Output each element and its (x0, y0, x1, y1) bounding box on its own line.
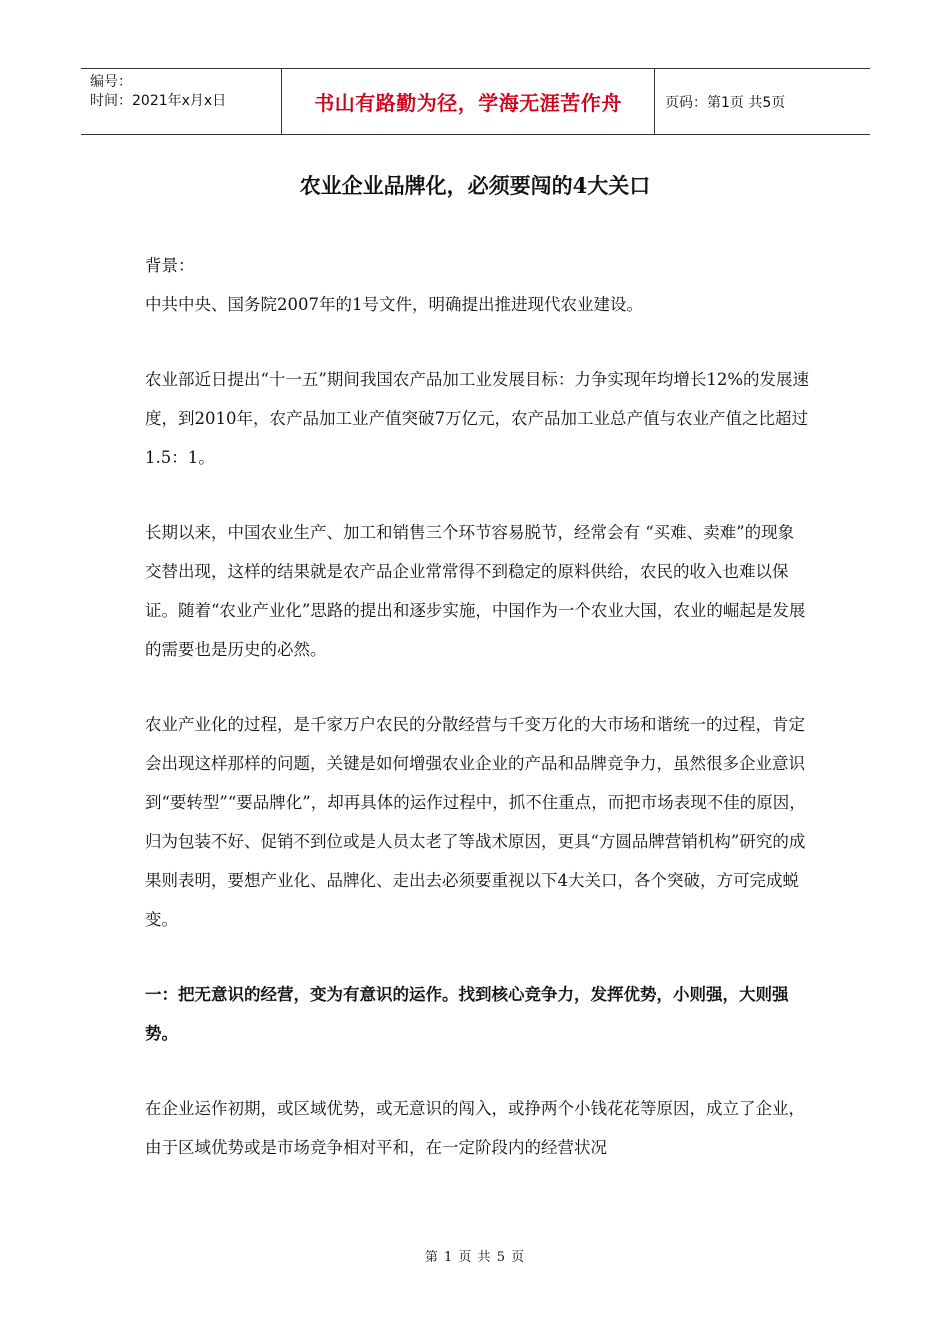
document-header-table (81, 68, 870, 135)
body-paragraph: 中共中央、国务院2007年的1号文件，明确提出推进现代农业建设。 (145, 295, 643, 314)
header-meta-cell (81, 69, 282, 134)
section-heading: 一：把无意识的经营，变为有意识的运作。找到核心竞争力，发挥优势，小则强，大则强势。 (145, 985, 789, 1043)
header-number-label: 编号： (90, 74, 132, 90)
body-paragraph: 农业部近日提出“十一五”期间我国农产品加工业发展目标：力争实现年均增长12%的发展速度，到2010年，农产品加工业产值突破7万亿元，农产品加工业总产值与农业产值之比超过1.5：1。 (145, 370, 810, 467)
body-paragraph: 在企业运作初期，或区域优势，或无意识的闯入，或挣两个小钱花花等原因，成立了企业，由于区域优势或是市场竞争相对平和，在一定阶段内的经营状况 (145, 1099, 805, 1157)
body-paragraph: 长期以来，中国农业生产、加工和销售三个环节容易脱节，经常会有 “买难、卖难”的现象交替出现，这样的结果就是农产品企业常常得不到稳定的原料供给，农民的收入也难以保证。随着“农业产业化”思路的提出和逐步实施，中国作为一个农业大国，农业的崛起是发展的需要也是历史的必然。 (145, 523, 806, 659)
document-body (145, 246, 810, 1167)
background-label: 背景： (145, 256, 195, 275)
header-time-label: 时间：2021年x月x日 (90, 93, 227, 109)
header-page-info: 页码：第1页 共5页 (665, 94, 786, 111)
document-title: 农业企业品牌化，必须要闯的4大关口 (299, 173, 651, 198)
page-footer: 第 1 页 共 5 页 (424, 1250, 526, 1265)
header-motto: 书山有路勤为径，学海无涯苦作舟 (282, 69, 655, 134)
body-paragraph: 农业产业化的过程，是千家万户农民的分散经营与千变万化的大市场和谐统一的过程，肯定会出现这样那样的问题，关键是如何增强农业企业的产品和品牌竞争力，虽然很多企业意识到“要转型”“要品牌化”，却再具体的运作过程中，抓不住重点，而把市场表现不佳的原因，归为包装不好、促销不到位或是人员太老了等战术原因，更具“方圆品牌营销机构”研究的成果则表明，要想产业化、品牌化、走出去必须要重视以下4大关口，各个突破，方可完成蜕变。 (145, 715, 806, 929)
